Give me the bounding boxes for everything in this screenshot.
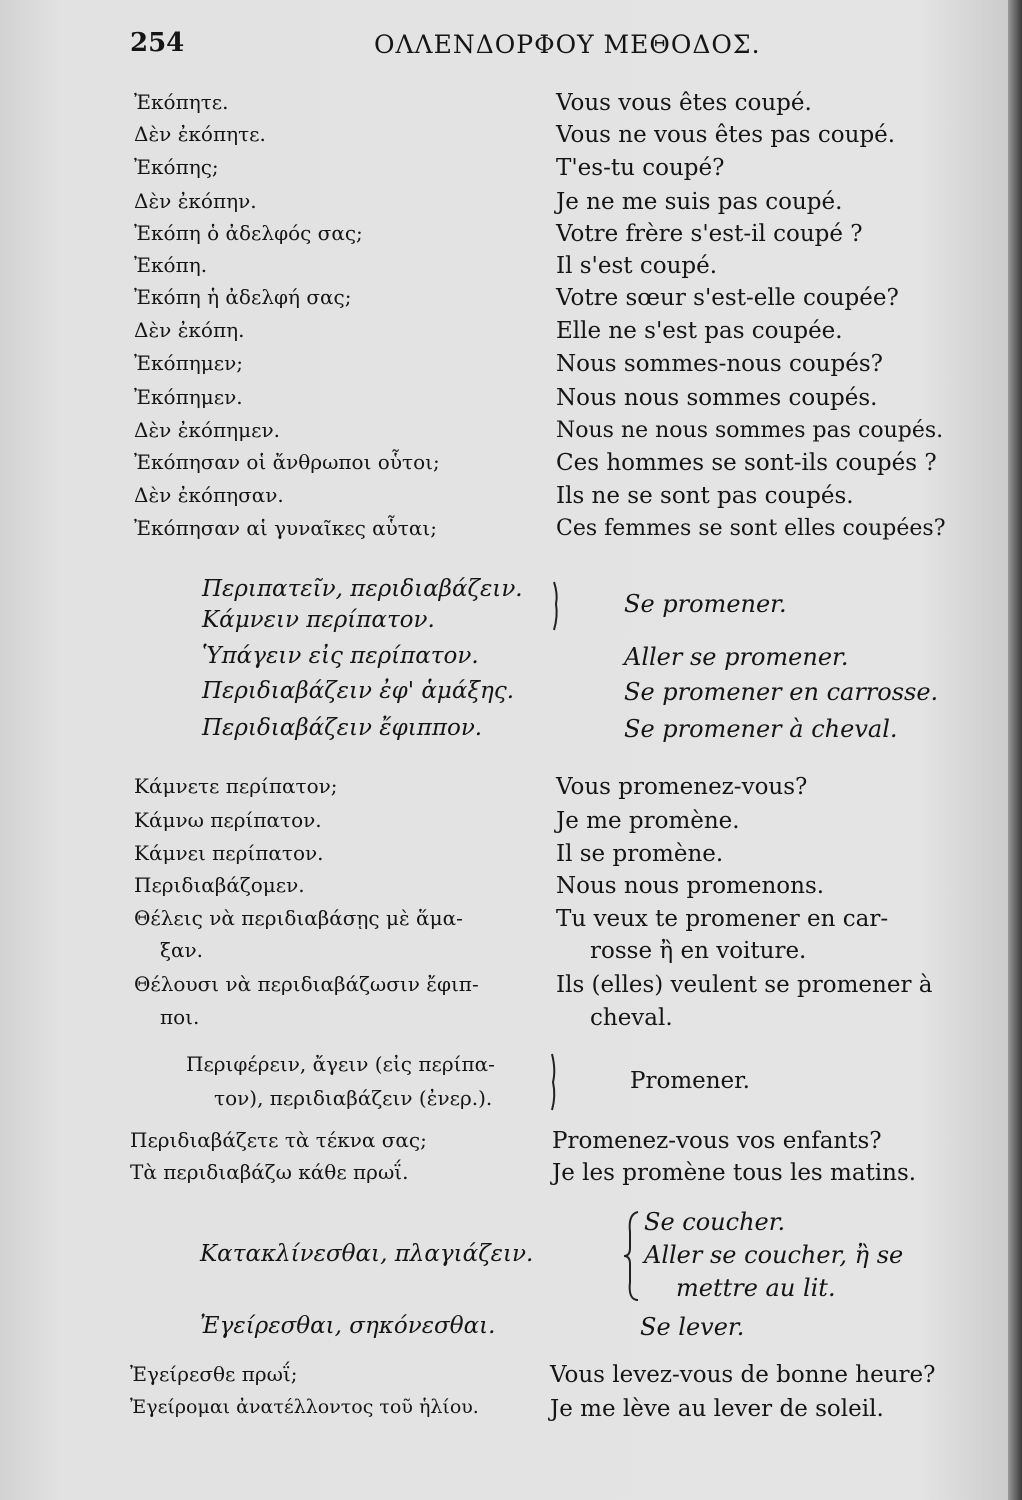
greek-sentence: Ἐκόπη ὁ ἀδελφός σας;	[134, 221, 363, 245]
french-sentence-continued: rosse ἢ en voiture.	[590, 938, 807, 964]
french-sentence: Nous nous promenons.	[556, 873, 825, 899]
vocab-greek: Ἐγείρεσθαι, σηκόνεσθαι.	[200, 1313, 496, 1339]
french-sentence: Vous vous êtes coupé.	[556, 90, 812, 116]
french-sentence: Elle ne s'est pas coupée.	[556, 318, 843, 344]
french-sentence: Vous promenez-vous?	[556, 774, 808, 800]
french-sentence: Ces femmes se sont elles coupées?	[556, 516, 946, 541]
greek-sentence: Ἐγείρομαι ἀνατέλλοντος τοῦ ἡλίου.	[130, 1396, 479, 1418]
french-sentence: Votre frère s'est-il coupé ?	[556, 221, 863, 247]
vocab-greek: Κάμνειν περίπατον.	[202, 607, 435, 633]
french-sentence-continued: cheval.	[590, 1005, 673, 1031]
french-sentence: Je les promène tous les matins.	[552, 1160, 917, 1186]
french-sentence: Je me lève au lever de soleil.	[550, 1396, 884, 1422]
vocab-greek: Περιδιαβάζειν ἔφιππον.	[202, 715, 483, 741]
greek-sentence: Ἐκόπη ἡ ἀδελφή σας;	[134, 285, 352, 309]
greek-sentence: Κάμνω περίπατον.	[134, 808, 322, 832]
brace-mark	[550, 580, 564, 632]
vocab-french: Aller se promener.	[624, 643, 849, 671]
french-sentence: Je me promène.	[556, 808, 740, 834]
greek-sentence: Κάμνει περίπατον.	[134, 841, 324, 865]
greek-sentence: Δὲν ἐκόπημεν.	[134, 418, 280, 442]
french-sentence: Vous ne vous êtes pas coupé.	[556, 122, 896, 148]
greek-sentence: Θέλουσι νὰ περιδιαβάζωσιν ἔφιπ-	[134, 972, 479, 996]
vocab-greek: Περιδιαβάζειν ἐφ' ἁμάξης.	[202, 678, 515, 704]
page-spine-shadow	[1008, 0, 1022, 1500]
page-number: 254	[130, 28, 185, 58]
french-sentence: Ils ne se sont pas coupés.	[556, 483, 854, 509]
greek-sentence: Ἐκόπης;	[134, 155, 219, 179]
greek-sentence: Ἐκόπη.	[134, 253, 208, 277]
greek-sentence: Ἐκόπητε.	[134, 90, 229, 114]
vocab-greek: Κατακλίνεσθαι, πλαγιάζειν.	[200, 1241, 534, 1267]
greek-sentence: Δὲν ἐκόπησαν.	[134, 483, 284, 507]
french-sentence: Nous sommes-nous coupés?	[556, 351, 883, 377]
french-sentence: Ces hommes se sont-ils coupés ?	[556, 450, 937, 476]
brace-mark	[622, 1210, 642, 1302]
greek-sentence: Ἐκόπησαν αἱ γυναῖκες αὗται;	[134, 516, 437, 540]
page-header	[0, 28, 1022, 68]
french-sentence: Il s'est coupé.	[556, 253, 718, 279]
greek-sentence-continued: ξαν.	[160, 938, 204, 962]
vocab-french-continued: mettre au lit.	[676, 1274, 836, 1302]
greek-sentence-continued: ποι.	[160, 1005, 200, 1029]
greek-sentence: Δὲν ἐκόπη.	[134, 318, 245, 342]
greek-sentence: Δὲν ἐκόπην.	[134, 189, 257, 213]
french-sentence: Nous ne nous sommes pas coupés.	[556, 418, 944, 443]
greek-sentence: Περιδιαβάζετε τὰ τέκνα σας;	[130, 1128, 427, 1152]
vocab-french: Se promener en carrosse.	[624, 678, 939, 706]
greek-sentence: Τὰ περιδιαβάζω κάθε πρωΐ.	[130, 1160, 409, 1184]
greek-sentence: Ἐκόπημεν.	[134, 385, 243, 409]
french-sentence: Nous nous sommes coupés.	[556, 385, 878, 411]
vocab-french: Se promener à cheval.	[624, 715, 898, 743]
greek-sentence: Ἐκόπησαν οἱ ἄνθρωποι οὗτοι;	[134, 450, 440, 474]
vocab-french: Se promener.	[624, 590, 787, 618]
french-sentence: Je ne me suis pas coupé.	[556, 189, 843, 215]
vocab-french: Se lever.	[640, 1313, 745, 1341]
vocab-greek: Περιφέρειν, ἄγειν (εἰς περίπα-	[186, 1052, 495, 1076]
french-sentence: T'es-tu coupé?	[556, 155, 725, 181]
french-sentence: Il se promène.	[556, 841, 724, 867]
french-sentence: Vous levez-vous de bonne heure?	[550, 1362, 936, 1388]
vocab-greek: τον), περιδιαβάζειν (ἐνερ.).	[214, 1086, 493, 1110]
vocab-greek: Ὑπάγειν εἰς περίπατον.	[202, 643, 479, 669]
french-sentence: Tu veux te promener en car-	[556, 906, 889, 932]
greek-sentence: Θέλεις νὰ περιδιαβάσῃς μὲ ἅμα-	[134, 906, 463, 930]
french-sentence: Promenez-vous vos enfants?	[552, 1128, 882, 1154]
french-sentence: Ils (elles) veulent se promener à	[556, 972, 933, 998]
vocab-french: Aller se coucher, ἢ se	[644, 1241, 904, 1269]
brace-mark	[546, 1052, 560, 1112]
running-title: ΟΛΛΕΝΔΟΡΦΟΥ ΜΕΘΟΔΟΣ.	[374, 30, 761, 59]
vocab-french: Se coucher.	[644, 1208, 786, 1236]
french-sentence: Votre sœur s'est-elle coupée?	[556, 285, 899, 311]
greek-sentence: Δὲν ἐκόπητε.	[134, 122, 266, 146]
greek-sentence: Ἐγείρεσθε πρωΐ;	[130, 1362, 298, 1386]
vocab-greek: Περιπατεῖν, περιδιαβάζειν.	[202, 576, 523, 602]
greek-sentence: Ἐκόπημεν;	[134, 351, 243, 375]
greek-sentence: Περιδιαβάζομεν.	[134, 873, 305, 897]
greek-sentence: Κάμνετε περίπατον;	[134, 774, 338, 798]
vocab-french: Promener.	[630, 1068, 750, 1094]
